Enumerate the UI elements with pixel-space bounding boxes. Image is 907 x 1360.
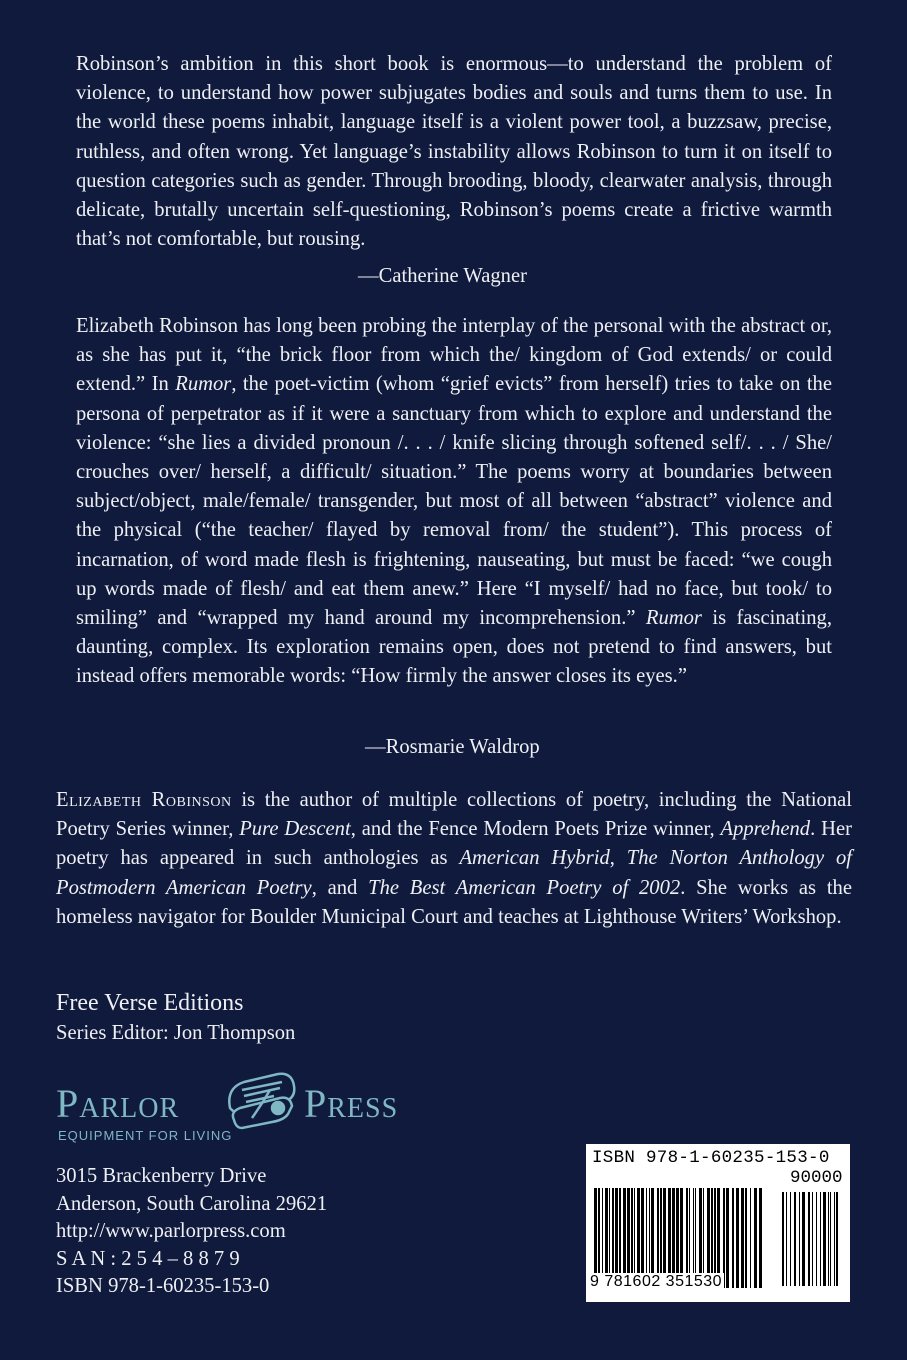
bio-title: Apprehend — [720, 818, 811, 841]
blurb-text: is fascinating, daunting, complex. Its exploration remains open, does not pretend to find answers, but instead offers memorable words: “How firmly the answer closes its eyes.” — [76, 607, 832, 688]
publisher-address — [56, 1163, 327, 1301]
barcode-addon-bars — [782, 1192, 842, 1286]
barcode-digits: 9 781602 351530 — [590, 1273, 723, 1290]
barcode-isbn-label: ISBN 978-1-60235-153-0 — [592, 1148, 830, 1168]
attribution-catherine-wagner: —Catherine Wagner — [358, 265, 527, 287]
blurb-text: Elizabeth Robinson has long been probing the interplay of the personal with the abstract or, as she has put it, “the brick floor from which the/ kingdom of God extends/ or could extend.” In — [76, 315, 832, 396]
scroll-and-quill-icon — [222, 1068, 302, 1134]
website-link[interactable]: http://www.parlorpress.com — [56, 1220, 286, 1242]
bio-title: The Norton Anthology of Postmodern American Poetry — [56, 847, 853, 899]
bio-text: , — [609, 847, 627, 870]
bio-text: , and the Fence Modern Poets Prize winner, — [350, 818, 721, 841]
isbn-barcode — [586, 1144, 850, 1302]
series-title: Free Verse Editions — [56, 990, 244, 1016]
logo-tagline: EQUIPMENT FOR LIVING — [58, 1128, 233, 1143]
attribution-rosmarie-waldrop: —Rosmarie Waldrop — [365, 736, 540, 758]
bio-text: , and — [311, 876, 369, 899]
logo-word-parlor: Parlor — [56, 1081, 180, 1126]
author-bio — [56, 786, 852, 932]
book-title-italic: Rumor — [645, 607, 702, 630]
san-number: S A N : 2 5 4 – 8 8 7 9 — [56, 1247, 240, 1270]
author-name: Elizabeth Robinson — [56, 789, 232, 811]
book-title-italic: Rumor — [175, 373, 232, 396]
isbn-number: ISBN 978-1-60235-153-0 — [56, 1275, 270, 1297]
bio-text: is the author of multiple collections of poetry, including the National Poetry Series winner, — [56, 789, 852, 841]
bio-title: American Hybrid — [459, 847, 610, 870]
series-editor: Series Editor: Jon Thompson — [56, 1022, 296, 1044]
address-line: 3015 Brackenberry Drive — [56, 1165, 267, 1187]
bio-title: The Best American Poetry of 2002 — [368, 876, 681, 899]
bio-text: . She works as the homeless navigator for Boulder Municipal Court and teaches at Lighthouse Writers’ Workshop. — [56, 876, 852, 928]
blurb-catherine-wagner: Robinson’s ambition in this short book is enormous—to understand the problem of violence, to understand how power subjugates bodies and souls and turns them to use. In the world these poems inhabit, language itself is a violent power tool, a buzzsaw, precise, ruthless, and often wrong. Yet language’s instability allows Robinson to turn it on itself to question categories such as gender. Through brooding, bloody, clearwater analysis, through delicate, brutally uncertain self-questioning, Robinson’s poems create a frictive warmth that’s not comfortable, but rousing. — [76, 53, 832, 251]
blurb-rosmarie-waldrop — [76, 312, 832, 692]
address-line: Anderson, South Carolina 29621 — [56, 1192, 328, 1215]
bio-text: . Her poetry has appeared in such anthologies as — [56, 818, 852, 870]
blurb-text: , the poet-victim (whom “grief evicts” from herself) tries to take on the persona of perpetrator as if it were a sanctuary from which to explore and understand the violence: “she lies a divided pronoun /. . . / knife slicing through softened self/. . . / She/ crouches over/ herself, a difficult/ situation.” The poems worry at boundaries between subject/object, male/female/ transgender, but most of all between “abstract” violence and the physical (“the teacher/ flayed by removal from/ the student”). This process of incarnation, of word made flesh is frightening, nauseating, but must be faced: “we cough up words made of flesh/ and eat them anew.” Here “I myself/ had no face, but took/ to smiling” and “wrapped my hand around my incomprehension.” — [76, 373, 832, 630]
publisher-logo — [56, 1068, 426, 1148]
bio-title: Pure Descent — [239, 818, 351, 841]
logo-word-press: Press — [304, 1081, 399, 1126]
barcode-price-code: 90000 — [790, 1168, 843, 1188]
